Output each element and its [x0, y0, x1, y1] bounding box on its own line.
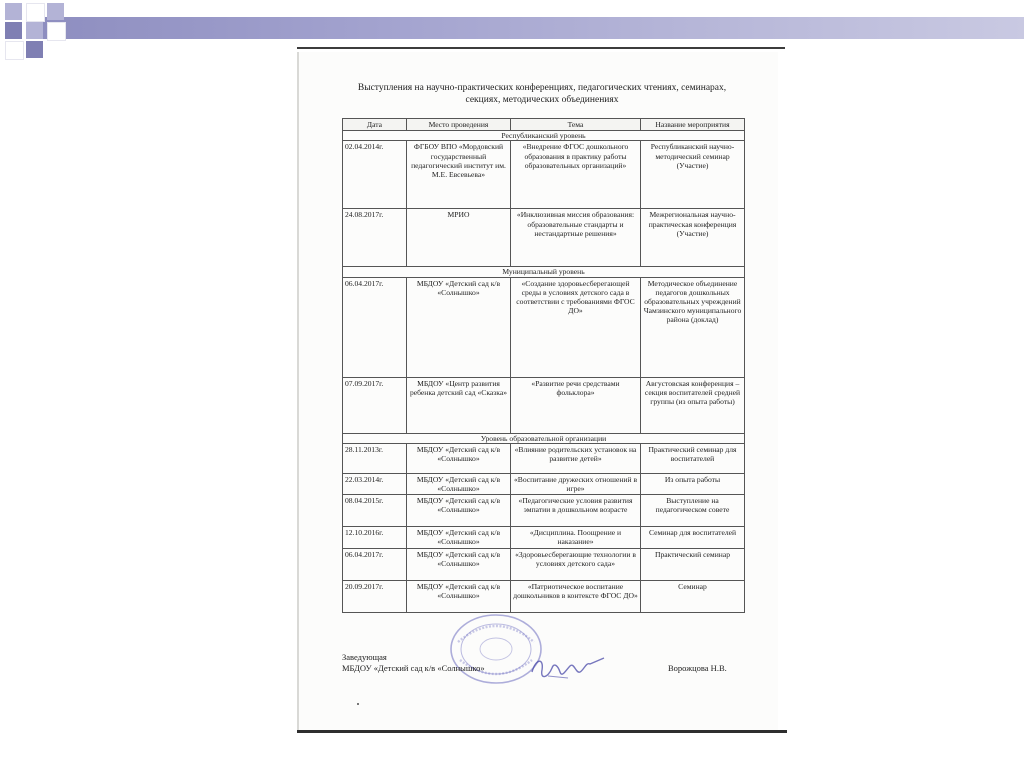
cell-date: 06.04.2017г. — [343, 277, 407, 377]
decor-square — [47, 22, 66, 41]
cell-topic: «Педагогические условия развития эмпатии в дошкольном возрасте — [511, 495, 641, 527]
cell-topic: «Влияние родительских установок на развитие детей» — [511, 443, 641, 473]
decor-square — [5, 22, 22, 39]
decor-square — [26, 41, 43, 58]
section-row — [343, 131, 745, 141]
cell-date: 07.09.2017г. — [343, 377, 407, 433]
slide-header-decoration — [0, 0, 1024, 60]
signature-scribble — [528, 652, 608, 686]
column-header-event: Название мероприятия — [641, 119, 745, 131]
column-header-place: Место проведения — [407, 119, 511, 131]
cell-date: 22.03.2014г. — [343, 473, 407, 494]
signatory-block — [342, 652, 485, 674]
header-gradient-bar — [40, 17, 1024, 39]
cell-date: 02.04.2014г. — [343, 141, 407, 209]
cell-event: Из опыта работы — [641, 473, 745, 494]
table-row — [343, 527, 745, 548]
table-row — [343, 473, 745, 494]
section-row — [343, 267, 745, 277]
cell-event: Межрегиональная научно-практическая конференция (Участие) — [641, 209, 745, 267]
decor-square — [47, 3, 64, 20]
title-line: Выступления на научно-практических конференциях, педагогических чтениях, семинарах, — [357, 83, 727, 93]
cell-place: МБДОУ «Детский сад к/в «Солнышко» — [407, 443, 511, 473]
decor-square — [5, 41, 24, 60]
cell-event: Практический семинар — [641, 548, 745, 580]
cell-place: МБДОУ «Детский сад к/в «Солнышко» — [407, 527, 511, 548]
signatory-role: Заведующая — [342, 652, 387, 662]
cell-date: 28.11.2013г. — [343, 443, 407, 473]
cell-topic: «Инклюзивная миссия образования: образовательные стандарты и нестандартные решения» — [511, 209, 641, 267]
section-label: Муниципальный уровень — [343, 267, 745, 277]
scan-speck — [357, 703, 359, 705]
table-header-row — [343, 119, 745, 131]
cell-place: ФГБОУ ВПО «Мордовский государственный педагогический институт им. М.Е. Евсевьева» — [407, 141, 511, 209]
decor-square — [5, 3, 22, 20]
cell-date: 20.09.2017г. — [343, 580, 407, 612]
cell-place: МБДОУ «Детский сад к/в «Солнышко» — [407, 277, 511, 377]
cell-place: МБДОУ «Детский сад к/в «Солнышко» — [407, 580, 511, 612]
signatory-organization: МБДОУ «Детский сад к/в «Солнышко» — [342, 663, 485, 673]
section-row — [343, 433, 745, 443]
cell-date: 24.08.2017г. — [343, 209, 407, 267]
cell-place: МБДОУ «Детский сад к/в «Солнышко» — [407, 473, 511, 494]
cell-place: МБДОУ «Центр развития ребенка детский сад «Сказка» — [407, 377, 511, 433]
cell-event: Практический семинар для воспитателей — [641, 443, 745, 473]
table-row — [343, 209, 745, 267]
section-label: Республиканский уровень — [343, 131, 745, 141]
cell-event: Семинар для воспитателей — [641, 527, 745, 548]
decor-square — [26, 22, 43, 39]
cell-place: МРИО — [407, 209, 511, 267]
cell-topic: «Здоровьесберегающие технологии в условиях детского сада» — [511, 548, 641, 580]
section-label: Уровень образовательной организации — [343, 433, 745, 443]
scan-bottom-edge — [297, 730, 787, 733]
table-row — [343, 141, 745, 209]
cell-topic: «Развитие речи средствами фольклора» — [511, 377, 641, 433]
title-line: секциях, методических объединениях — [465, 95, 619, 105]
cell-place: МБДОУ «Детский сад к/в «Солнышко» — [407, 548, 511, 580]
document-title — [340, 82, 744, 106]
cell-topic: «Патриотическое воспитание дошкольников в контексте ФГОС ДО» — [511, 580, 641, 612]
cell-topic: «Воспитание дружеских отношений в игре» — [511, 473, 641, 494]
cell-date: 12.10.2016г. — [343, 527, 407, 548]
table-row — [343, 277, 745, 377]
slide-title-underline — [297, 47, 785, 49]
signatory-name: Ворожцова Н.В. — [668, 663, 727, 673]
cell-event: Республиканский научно-методический семинар (Участие) — [641, 141, 745, 209]
cell-event: Методическое объединение педагогов дошкольных образовательных учреждений Чамзинского муниципального района (доклад) — [641, 277, 745, 377]
table-row — [343, 548, 745, 580]
cell-place: МБДОУ «Детский сад к/в «Солнышко» — [407, 495, 511, 527]
column-header-date: Дата — [343, 119, 407, 131]
table-row — [343, 443, 745, 473]
cell-topic: «Дисциплина. Поощрение и наказание» — [511, 527, 641, 548]
cell-date: 06.04.2017г. — [343, 548, 407, 580]
cell-event: Августовская конференция – секция воспитателей средней группы (из опыта работы) — [641, 377, 745, 433]
events-table — [342, 118, 745, 613]
table-row — [343, 495, 745, 527]
cell-event: Выступление на педагогическом совете — [641, 495, 745, 527]
decor-square — [26, 3, 45, 22]
cell-topic: «Создание здоровьесберегающей среды в условиях детского сада в соответствии с требованиями ФГОС ДО» — [511, 277, 641, 377]
cell-event: Семинар — [641, 580, 745, 612]
table-row — [343, 580, 745, 612]
table-row — [343, 377, 745, 433]
scan-left-edge — [297, 52, 299, 732]
cell-date: 08.04.2015г. — [343, 495, 407, 527]
cell-topic: «Внедрение ФГОС дошкольного образования в практику работы образовательных организаций» — [511, 141, 641, 209]
column-header-topic: Тема — [511, 119, 641, 131]
